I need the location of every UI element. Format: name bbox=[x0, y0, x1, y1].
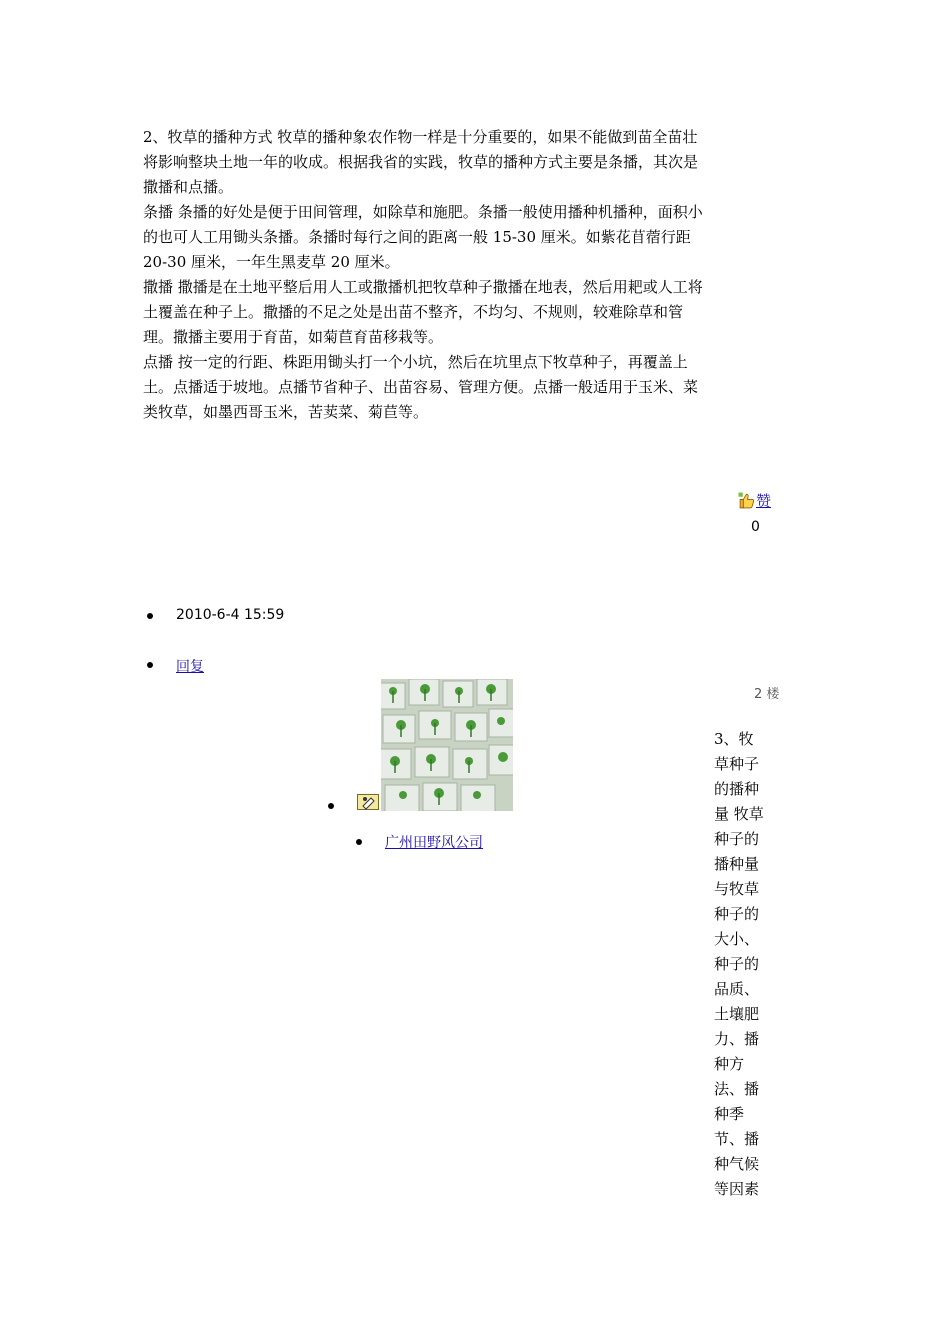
list-bullet bbox=[328, 803, 334, 809]
author-name-link[interactable]: 广州田野风公司 bbox=[385, 835, 483, 851]
paragraph-hill-seeding: 点播 按一定的行距、株距用锄头打一个小坑，然后在坑里点下牧草种子，再覆盖上土。点播适于坡地。点播节省种子、出苗容易、管理方便。点播一般适用于玉米、菜类牧草，如墨西哥玉米，苦荬菜、菊苣等。 bbox=[143, 353, 699, 421]
paragraph-drilling: 条播 条播的好处是便于田间管理，如除草和施肥。条播一般使用播种机播种，面积小的也可人工用锄头条播。条播时每行之间的距离一般 15-30 厘米。如紫花苜蓿行距 20-30 厘米，一年生黑麦草 20 厘米。 bbox=[143, 203, 703, 271]
like-link[interactable]: 赞 bbox=[756, 492, 772, 510]
reply-link[interactable]: 回复 bbox=[176, 659, 204, 675]
user-badge-icon bbox=[357, 794, 379, 810]
article-text bbox=[143, 125, 703, 425]
floor-number: 2 楼 bbox=[754, 687, 780, 702]
like-widget bbox=[738, 490, 778, 535]
paragraph-broadcasting: 撒播 撒播是在土地平整后用人工或撒播机把牧草种子撒播在地表，然后用耙或人工将土覆盖在种子上。撒播的不足之处是出苗不整齐，不均匀、不规则，较难除草和管理。撒播主要用于育苗，如菊苣育苗移栽等。 bbox=[143, 278, 703, 346]
thumbs-up-icon[interactable] bbox=[738, 492, 755, 509]
like-count: 0 bbox=[751, 519, 760, 535]
list-bullet bbox=[356, 839, 362, 845]
next-post-text: 3、牧草种子的播种量 牧草种子的播种量与牧草种子的大小、种子的品质、土壤肥力、播种方法、播种季节、播种气候等因素 bbox=[714, 730, 764, 1198]
post-date: 2010-6-4 15:59 bbox=[176, 607, 285, 623]
paragraph-sowing-methods: 2、牧草的播种方式 牧草的播种象农作物一样是十分重要的，如果不能做到苗全苗壮将影响整块土地一年的收成。根据我省的实践，牧草的播种方式主要是条播，其次是撒播和点播。 bbox=[143, 128, 699, 196]
list-bullet bbox=[147, 613, 153, 619]
list-bullet bbox=[147, 662, 153, 668]
author-avatar[interactable] bbox=[381, 679, 513, 811]
